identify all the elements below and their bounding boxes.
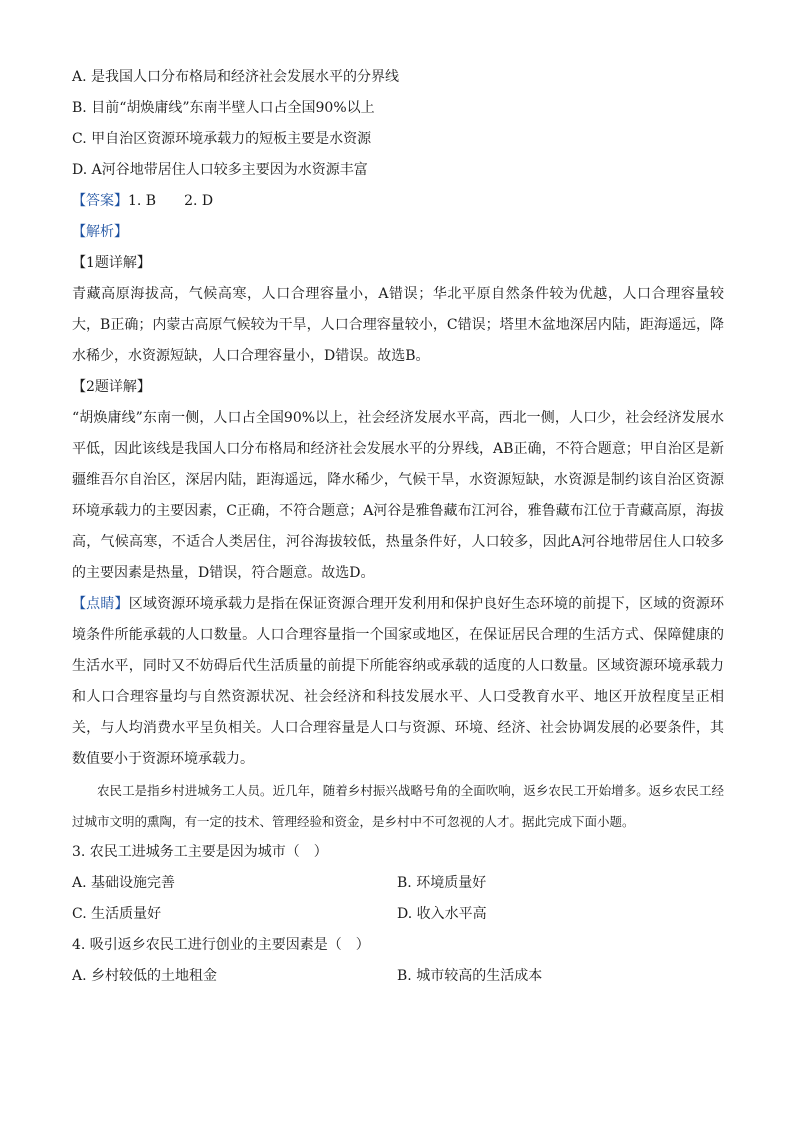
answer-text: 1. B 2. D [128,193,214,209]
q3-option-c: C. 生活质量好 [72,906,162,922]
q2-option-a: A. 是我国人口分布格局和经济社会发展水平的分界线 [72,69,400,85]
reading-passage: 农民工是指乡村进城务工人员。近几年，随着乡村振兴战略号角的全面吹响，返乡农民工开始增多。返乡农民工经过城市文明的熏陶，有一定的技术、管理经验和资金，是乡村中不可忽视的人才。据此完成下面小题。 [72,783,724,829]
analysis-tag: 【解析】 [72,224,128,240]
detail1-heading: 【1题详解】 [72,255,151,271]
answer-line [72,186,724,217]
comment-paragraph [72,589,724,775]
q4-options-row-1 [72,961,724,992]
answer-tag: 【答案】 [72,193,128,209]
detail2-text: “胡焕庸线”东南一侧，人口占全国90%以上，社会经济发展水平高，西北一侧，人口少，社会经济发展水平低，因此该线是我国人口分布格局和经济社会发展水平的分界线，AB正确，不符合题意；甲自治区是新疆维吾尔自治区，深居内陆，距海遥远，降水稀少，气候干旱，水资源短缺，水资源是制约该自治区资源环境承载力的主要因素，C正确，不符合题意；A河谷是雅鲁藏布江河谷，雅鲁藏布江位于青藏高原，海拔高，气候高寒，不适合人类居住，河谷海拔较低，热量条件好，人口较多，因此A河谷地带居住人口较多的主要因素是热量，D错误，符合题意。故选D。 [72,410,724,581]
q3-options-row-1 [72,868,724,899]
comment-text: 区域资源环境承载力是指在保证资源合理开发利用和保护良好生态环境的前提下，区域的资源环境条件所能承载的人口数量。人口合理容量指一个国家或地区，在保证居民合理的生活方式、保障健康的生活水平，同时又不妨碍后代生活质量的前提下所能容纳或承载的适度的人口数量。区域资源环境承载力和人口合理容量均与自然资源状况、社会经济和科技发展水平、人口受教育水平、地区开放程度呈正相关，与人均消费水平呈负相关。人口合理容量是人口与资源、环境、经济、社会协调发展的必要条件，其数值要小于资源环境承载力。 [72,596,725,767]
q4-option-b: B. 城市较高的生活成本 [397,968,543,984]
analysis-line [72,217,724,248]
q2-option-c: C. 甲自治区资源环境承载力的短板主要是水资源 [72,131,372,147]
q4-option-a: A. 乡村较低的土地租金 [72,968,218,984]
q4-stem: 4. 吸引返乡农民工进行创业的主要因素是（ ） [72,937,370,953]
q3-option-a: A. 基础设施完善 [72,875,176,891]
q3-option-d: D. 收入水平高 [397,906,487,922]
q3-stem: 3. 农民工进城务工主要是因为城市（ ） [72,844,328,860]
q3-options-row-2 [72,899,724,930]
q2-option-d: D. A河谷地带居住人口较多主要因为水资源丰富 [72,162,368,178]
page-content [72,62,724,992]
q2-option-b: B. 目前“胡焕庸线”东南半壁人口占全国90%以上 [72,100,375,116]
detail2-heading: 【2题详解】 [72,379,151,395]
detail1-text: 青藏高原海拔高，气候高寒，人口合理容量小，A错误；华北平原自然条件较为优越，人口合理容量较大，B正确；内蒙古高原气候较为干旱，人口合理容量较小，C错误；塔里木盆地深居内陆，距海遥远，降水稀少，水资源短缺，人口合理容量小，D错误。故选B。 [72,286,724,364]
q3-option-b: B. 环境质量好 [397,875,487,891]
comment-tag: 【点睛】 [72,596,129,612]
